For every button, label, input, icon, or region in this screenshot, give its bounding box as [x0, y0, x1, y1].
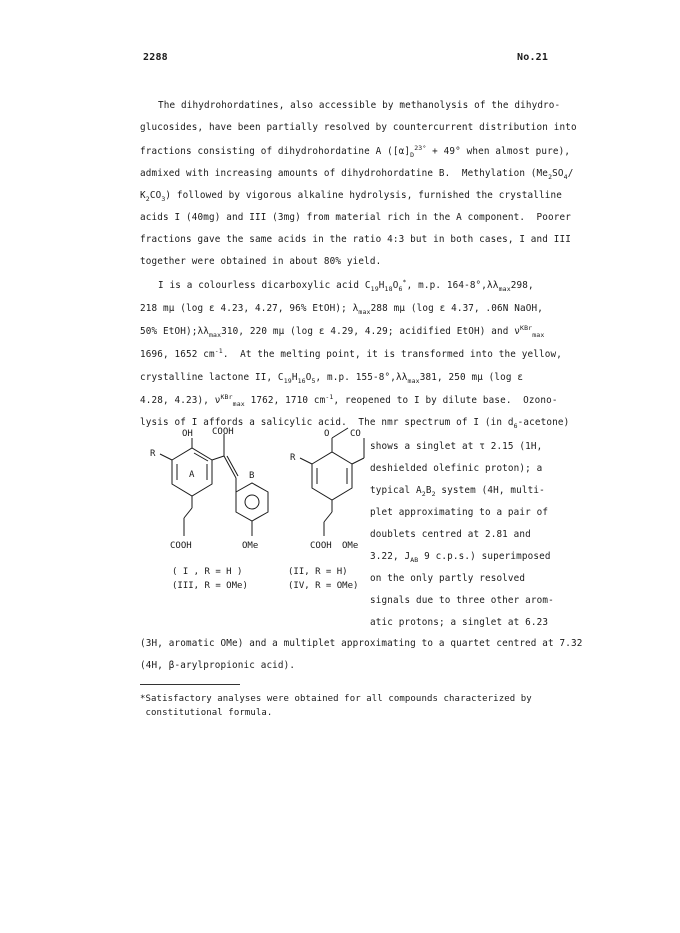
- p1-line: fractions consisting of dihydrohordatine A ($[\alpha]_D^{23^\circ} + 49^\circ$ when almost pure),: [140, 143, 571, 159]
- s2-cooh-bottom: COOH: [310, 541, 332, 551]
- side-line: plet approximating to a pair of: [370, 507, 549, 518]
- s2-o: O: [324, 429, 330, 439]
- p1-line: The dihydrohordatines, also accessible by methanolysis of the dihydro-: [158, 100, 561, 111]
- s1-ring-b: B: [249, 471, 255, 481]
- footnote-rule: [140, 684, 240, 685]
- s2-co: CO: [350, 429, 361, 439]
- p2-line: 218 mμ (log ε 4.23, 4.27, 96% EtOH); $\lambda_{max}288$ mμ (log ε 4.37, .06N NaOH,: [140, 303, 544, 316]
- p1-line: glucosides, have been partially resolved by countercurrent distribution into: [140, 122, 577, 133]
- tail-line: (3H, aromatic OMe) and a multiplet approximating to a quartet centred at 7.32: [140, 638, 583, 649]
- s2-label1: (II, R = H): [288, 567, 348, 577]
- footnote-line: constitutional formula.: [140, 708, 273, 718]
- s1-label1: ( I , R = H ): [172, 567, 243, 577]
- side-line: atic protons; a singlet at 6.23: [370, 617, 549, 628]
- p1-line: $K_2CO_3$) followed by vigorous alkaline hydrolysis, furnished the crystalline: [140, 190, 562, 203]
- s1-cooh-bottom: COOH: [170, 541, 192, 551]
- side-line: shows a singlet at τ 2.15 (1H,: [370, 441, 543, 452]
- chemical-structures: [128, 398, 368, 598]
- p1-line: fractions gave the same acids in the ratio 4:3 but in both cases, I and III: [140, 234, 572, 245]
- p1-line: admixed with increasing amounts of dihydrohordatine B. Methylation ($Me_2SO_4/$: [140, 168, 574, 181]
- s1-ring-a: A: [189, 470, 195, 480]
- s2-ome: OMe: [342, 541, 359, 551]
- s2-label2: (IV, R = OMe): [288, 581, 359, 591]
- p2-line: crystalline lactone II, $C_{19}H_{16}O_5$, m.p. $155-8^\circ,\lambda\lambda_{max}381$, 250 mμ (log ε: [140, 372, 524, 385]
- p1-line: together were obtained in about 80% yield.: [140, 256, 382, 267]
- s1-cooh-top: COOH: [212, 427, 234, 437]
- side-line: doublets centred at 2.81 and: [370, 529, 531, 540]
- p2-line: 50% $EtOH);\lambda\lambda_{max}310$, 220 mμ (log ε 4.29, 4.29; acidified EtOH) and $\nu^{KBr}_{max}$: [140, 323, 545, 339]
- issue-number: No.21: [517, 52, 549, 63]
- tail-line: (4H, β-arylpropionic acid).: [140, 660, 296, 671]
- s1-oh-label: OH: [182, 429, 193, 439]
- p2-line: 1696, 1652 $cm^{-1}$. At the melting point, it is transformed into the yellow,: [140, 346, 562, 360]
- p2-line: I is a colourless dicarboxylic acid $C_{19}H_{18}O_6^*$, m.p. $164-8^\circ,\lambda\lambda_{max}298$,: [158, 277, 534, 293]
- side-line: deshielded olefinic proton); a: [370, 463, 543, 474]
- p2-line: 4.28, 4.23), $\nu^{KBr}_{max}$ 1762, 1710 $cm^{-1}$, reopened to I by dilute base. Ozono-: [140, 392, 558, 408]
- s1-label2: (III, R = OMe): [172, 581, 248, 591]
- s1-r: R: [150, 449, 156, 459]
- side-line: 3.22, $J_{AB}$ 9 c.p.s.) superimposed: [370, 551, 551, 564]
- s1-ome: OMe: [242, 541, 259, 551]
- side-line: on the only partly resolved: [370, 573, 526, 584]
- footnote-line: *Satisfactory analyses were obtained for all compounds characterized by: [140, 694, 532, 704]
- s2-r: R: [290, 453, 296, 463]
- side-line: signals due to three other arom-: [370, 595, 554, 606]
- p2-line: lysis of I affords a salicylic acid. The nmr spectrum of I (in $d_6-acetone$): [140, 417, 570, 430]
- page-number: 2288: [143, 52, 168, 63]
- p1-line: acids I (40mg) and III (3mg) from material rich in the A component. Poorer: [140, 212, 572, 223]
- side-line: typical $A_2B_2$ system (4H, multi-: [370, 485, 545, 498]
